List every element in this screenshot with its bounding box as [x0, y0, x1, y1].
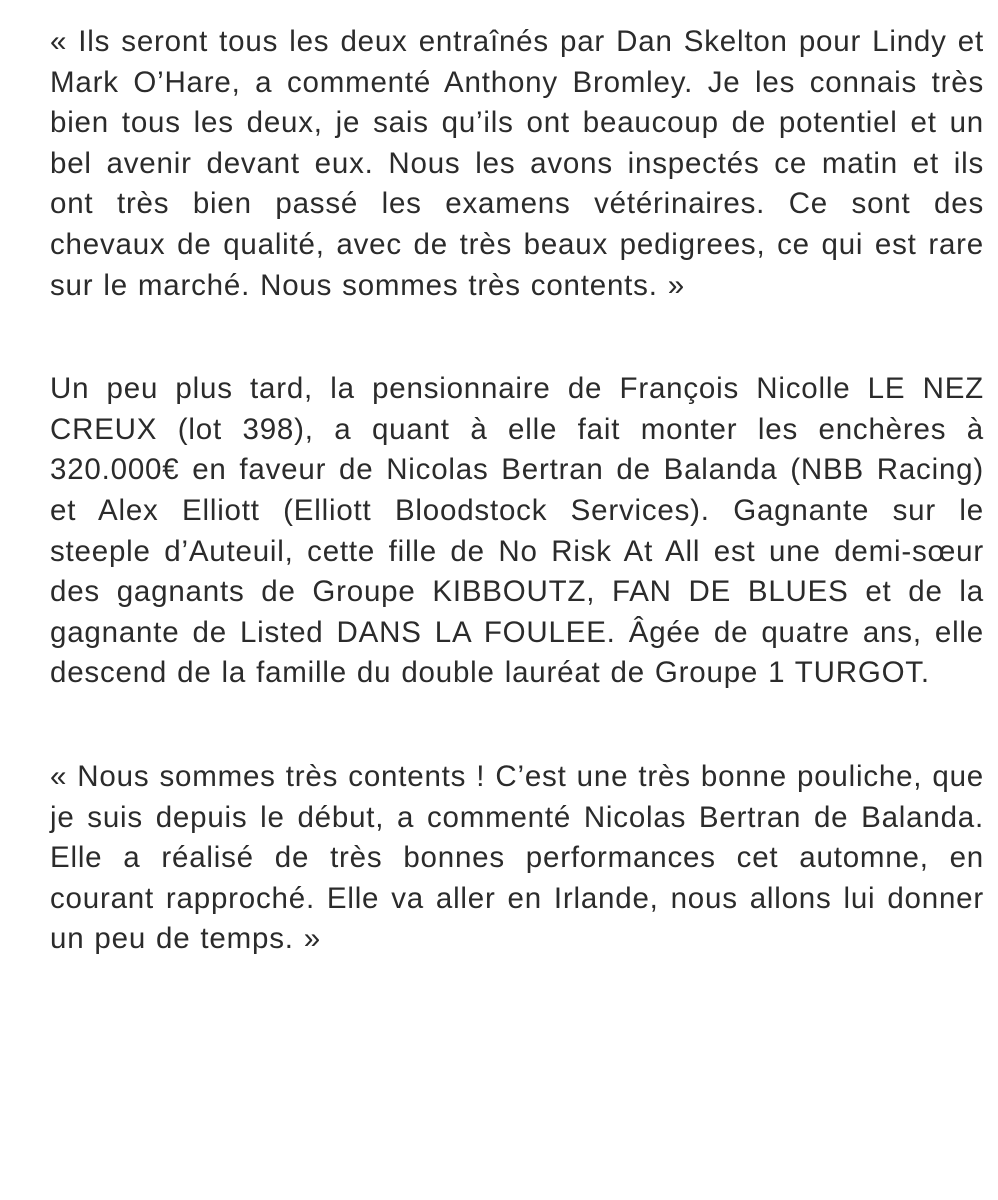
paragraph-balanda-quote: « Nous sommes très contents ! C’est une très bonne pouliche, que je suis depuis le début, a commenté Nicolas Bertran de Balanda. Elle a réalisé de très bonnes performances cet automne, en courant rapproché. Elle va aller en Irlande, nous allons lui donner un peu de temps. » — [50, 759, 984, 956]
paragraph-bromley-quote: « Ils seront tous les deux entraînés par Dan Skelton pour Lindy et Mark O’Hare, a commenté Anthony Bromley. Je les connais très bien tous les deux, je sais qu’ils ont beaucoup de potentiel et un bel avenir devant eux. Nous les avons inspectés ce matin et ils ont très bien passé les examens vétérinaires. Ce sont des chevaux de qualité, avec de très beaux pedigrees, ce qui est rare sur le marché. Nous sommes très contents. » — [50, 25, 984, 302]
paragraph-le-nez-creux-sale: Un peu plus tard, la pensionnaire de François Nicolle LE NEZ CREUX (lot 398), a quant à elle fait monter les enchères à 320.000€ en faveur de Nicolas Bertran de Balanda (NBB Racing) et Alex Elliott (Elliott Bloodstock Services). Gagnante sur le steeple d’Auteuil, cette fille de No Risk At All est une demi-sœur des gagnants de Groupe KIBBOUTZ, FAN DE BLUES et de la gagnante de Listed DANS LA FOULEE. Âgée de quatre ans, elle descend de la famille du double lauréat de Groupe 1 TURGOT. — [50, 372, 984, 690]
article-body — [50, 22, 984, 960]
